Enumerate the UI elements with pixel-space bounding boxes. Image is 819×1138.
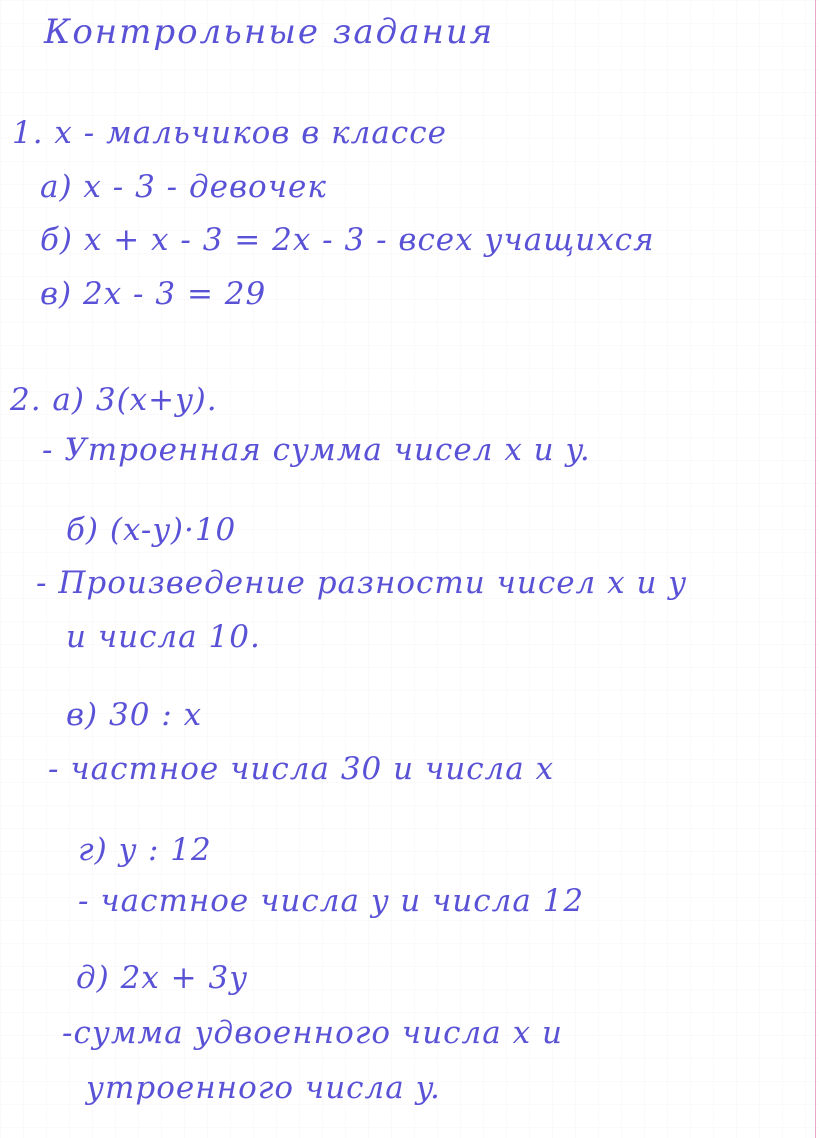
task1-b: б) x + x - 3 = 2x - 3 - всех учащихся	[40, 222, 655, 258]
task2-b-description: - Произведение разности чисел x и y	[36, 565, 687, 601]
task2-b-expression: б) (x-y)·10	[66, 512, 237, 548]
margin-line	[815, 0, 816, 1138]
page-title: Контрольные задания	[44, 12, 495, 52]
task2-e-expression: д) 2x + 3y	[76, 960, 248, 996]
task2-d-expression: г) y : 12	[78, 832, 212, 868]
task2-d-description: - частное числа y и числа 12	[78, 883, 585, 919]
task2-c-description: - частное числа 30 и числа x	[48, 751, 555, 787]
task1-c: в) 2x - 3 = 29	[40, 276, 267, 312]
task2-a-description: - Утроенная сумма чисел x и y.	[42, 432, 591, 468]
task2-a-expression: 2. а) 3(x+y).	[10, 382, 218, 418]
task2-e-description-continued: утроенного числа y.	[86, 1070, 441, 1106]
task2-e-description: -сумма удвоенного числа x и	[62, 1015, 563, 1051]
task2-c-expression: в) 30 : x	[66, 697, 203, 733]
task1-a: а) x - 3 - девочек	[40, 169, 327, 205]
task2-b-description-continued: и числа 10.	[66, 619, 261, 655]
task1-intro: 1. x - мальчиков в классе	[12, 115, 447, 151]
